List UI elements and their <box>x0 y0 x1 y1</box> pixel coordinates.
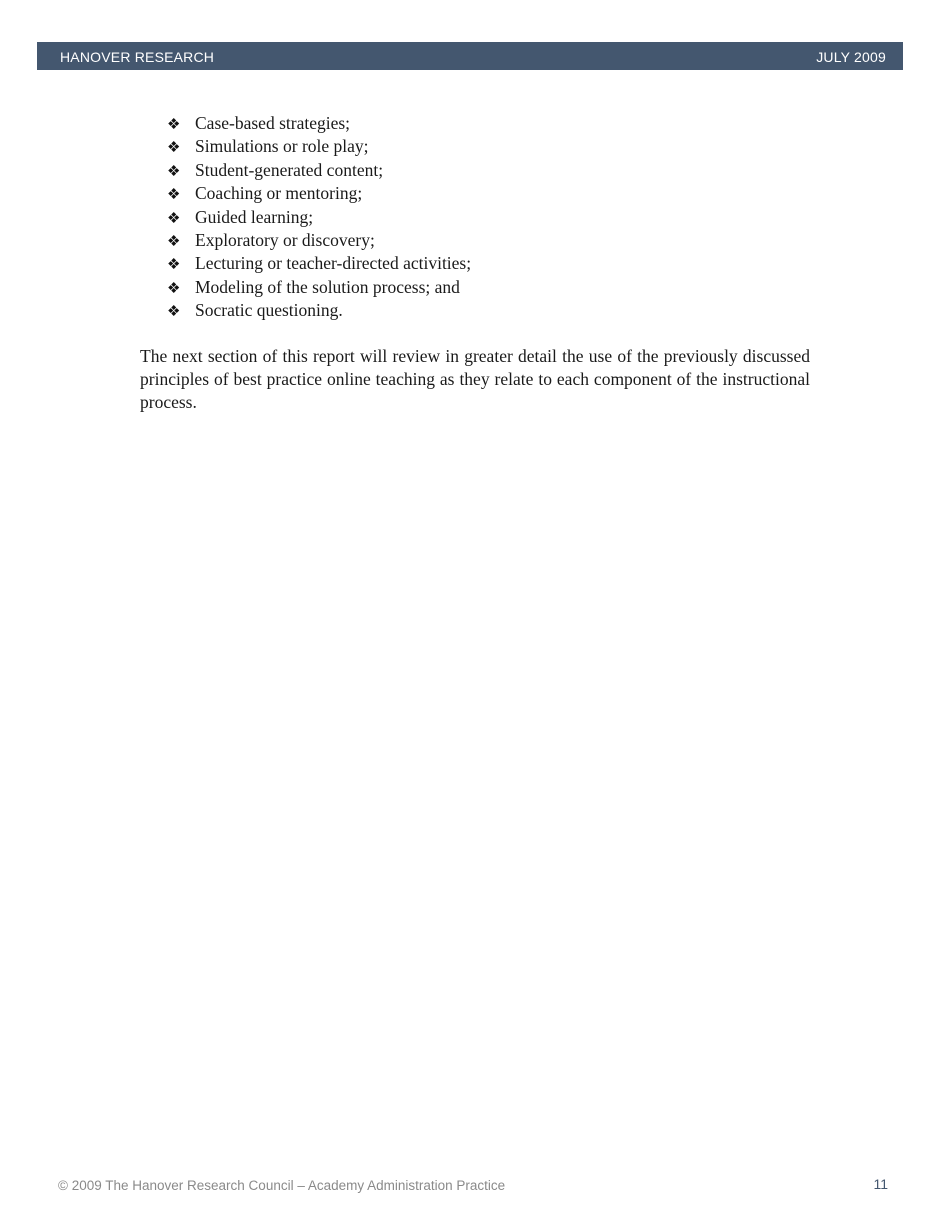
header-company-name: HANOVER RESEARCH <box>60 49 215 65</box>
list-item <box>167 206 471 229</box>
four-diamond-bullet-icon: ❖ <box>167 117 181 133</box>
footer-copyright: © 2009 The Hanover Research Council – Academy Administration Practice <box>58 1178 506 1193</box>
list-item <box>167 252 471 275</box>
four-diamond-bullet-icon: ❖ <box>167 163 181 180</box>
list-item <box>167 299 471 322</box>
page-number: 11 <box>873 1176 888 1192</box>
list-item-text: Modeling of the solution process; and <box>195 276 460 297</box>
list-item-text: Socratic questioning. <box>195 300 343 321</box>
list-item <box>167 182 471 205</box>
four-diamond-bullet-icon: ❖ <box>167 210 181 227</box>
list-item-text: Guided learning; <box>195 206 314 227</box>
four-diamond-bullet-icon: ❖ <box>167 187 181 204</box>
four-diamond-bullet-icon: ❖ <box>167 280 181 297</box>
list-item <box>167 229 471 252</box>
list-item-text: Coaching or mentoring; <box>195 183 363 204</box>
list-item <box>167 112 471 135</box>
list-item <box>167 276 471 299</box>
four-diamond-bullet-icon: ❖ <box>167 257 181 274</box>
header-date: JULY 2009 <box>816 49 886 65</box>
list-item-text: Student-generated content; <box>195 159 384 180</box>
bullet-list <box>167 112 471 323</box>
list-item-text: Case-based strategies; <box>195 113 351 133</box>
body-paragraph: The next section of this report will review in greater detail the use of the previously discussed principles of best practice online teaching as they relate to each component of the instructional process. <box>140 346 810 412</box>
four-diamond-bullet-icon: ❖ <box>167 233 181 250</box>
list-item-text: Exploratory or discovery; <box>195 229 375 250</box>
header-bar <box>37 42 903 70</box>
list-item-text: Lecturing or teacher-directed activities; <box>195 253 472 274</box>
list-item <box>167 159 471 182</box>
list-item <box>167 135 471 158</box>
list-item-text: Simulations or role play; <box>195 136 369 157</box>
four-diamond-bullet-icon: ❖ <box>167 140 181 157</box>
four-diamond-bullet-icon: ❖ <box>167 304 181 321</box>
